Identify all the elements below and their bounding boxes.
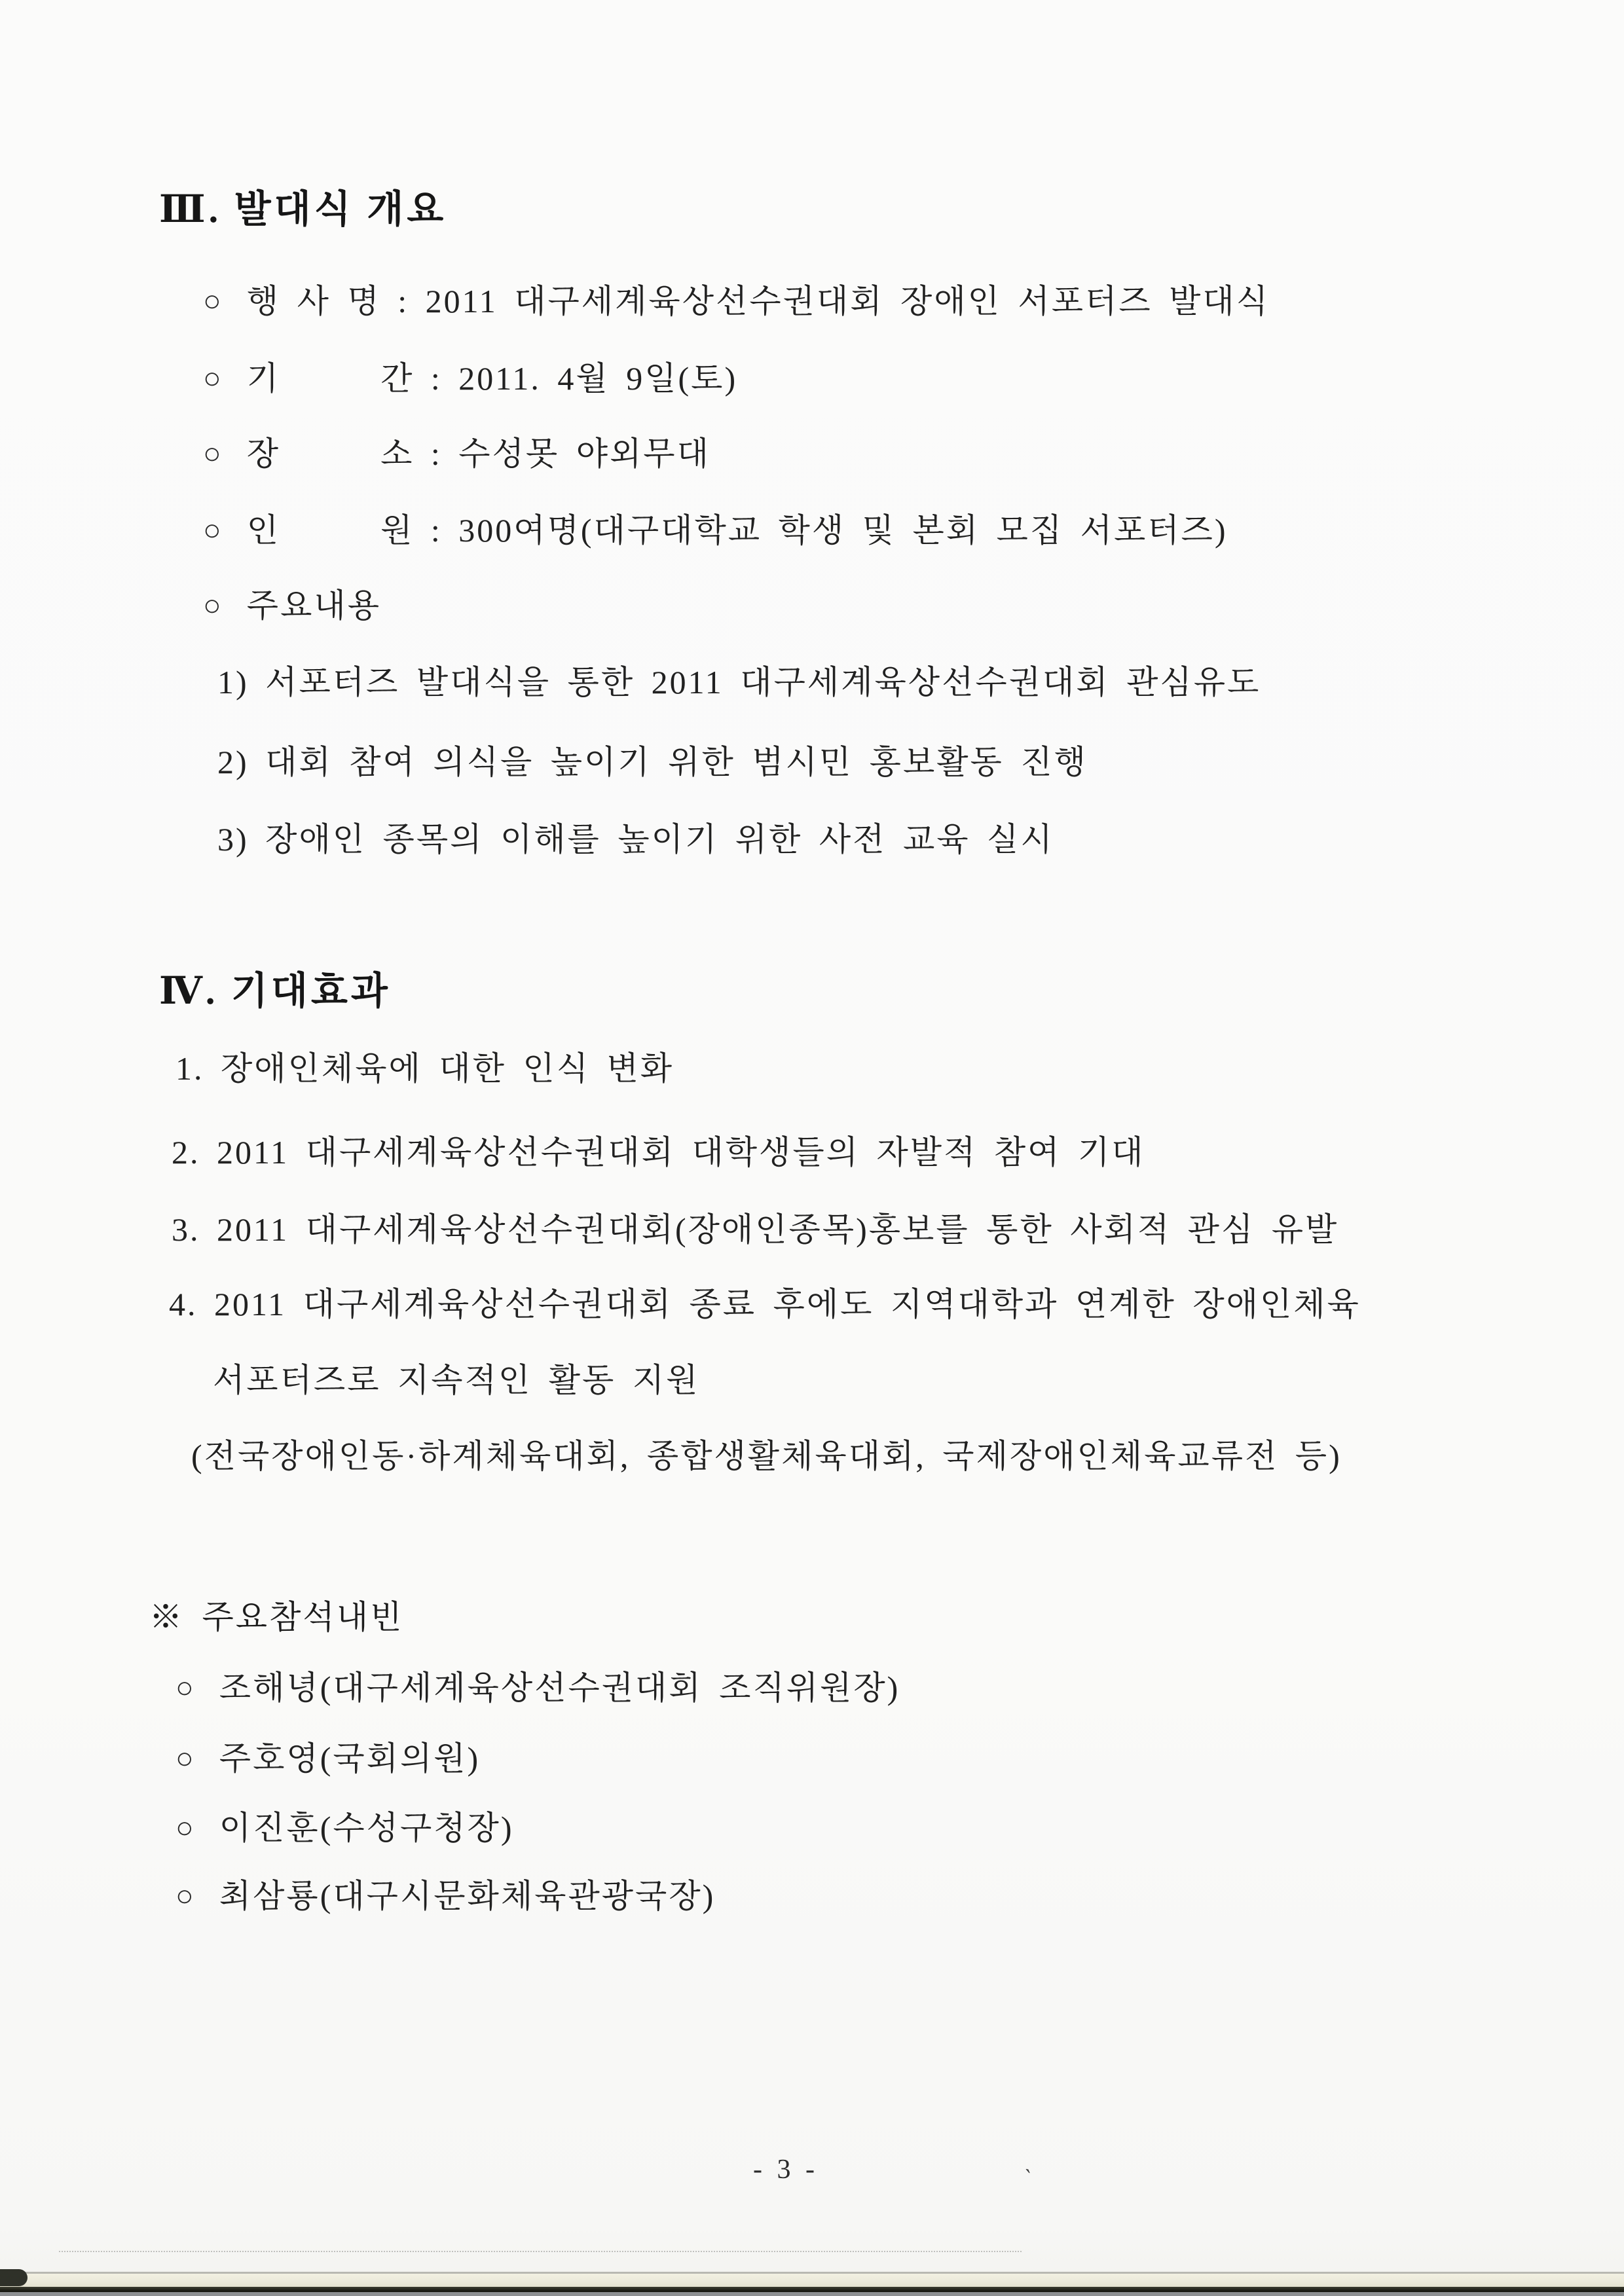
- main-content-item-2: 2) 대회 참여 의식을 높이기 위한 범시민 홍보활동 진행: [217, 744, 1088, 780]
- main-content-item-1: 1) 서포터즈 발대식을 통한 2011 대구세계육상선수권대회 관심유도: [217, 664, 1261, 701]
- circle-bullet-icon: ○: [203, 513, 223, 547]
- vip-item-3-text: 이진훈(수성구청장): [219, 1810, 514, 1846]
- main-contents-row: [203, 586, 381, 625]
- scan-edge-corner: [0, 2269, 28, 2286]
- circle-bullet-icon: ○: [175, 1741, 196, 1775]
- page-crease-line: [59, 2251, 1022, 2252]
- expected-effect-item-2: 2. 2011 대구세계육상선수권대회 대학생들의 자발적 참여 기대: [172, 1134, 1145, 1171]
- circle-bullet-icon: ○: [203, 589, 223, 622]
- vip-item-4: [175, 1876, 715, 1916]
- vip-item-2: [175, 1739, 480, 1778]
- event-period-row: [203, 359, 737, 398]
- event-period-text: 기 간 : 2011. 4월 9일(토): [246, 360, 738, 397]
- circle-bullet-icon: ○: [175, 1811, 196, 1844]
- expected-effect-item-4-note: (전국장애인동·하계체육대회, 종합생활체육대회, 국제장애인체육교류전 등): [191, 1438, 1342, 1474]
- event-name-text: 행 사 명 : 2011 대구세계육상선수권대회 장애인 서포터즈 발대식: [246, 283, 1270, 319]
- vip-item-1: [175, 1668, 900, 1707]
- page-number: - 3 -: [753, 2155, 819, 2185]
- main-content-item-3: 3) 장애인 종목의 이해를 높이기 위한 사전 교육 실시: [217, 821, 1054, 858]
- circle-bullet-icon: ○: [203, 361, 223, 395]
- event-venue-text: 장 소 : 수성못 야외무대: [246, 435, 710, 472]
- vip-item-3: [175, 1808, 514, 1848]
- circle-bullet-icon: ○: [175, 1671, 196, 1704]
- scan-artifact-tick: `: [1020, 2165, 1033, 2191]
- vip-section-heading: ※ 주요참석내빈: [149, 1599, 404, 1635]
- vip-item-2-text: 주호영(국회의원): [219, 1740, 481, 1777]
- expected-effect-item-1: 1. 장애인체육에 대한 인식 변화: [175, 1050, 674, 1087]
- circle-bullet-icon: ○: [203, 284, 223, 318]
- section-4-heading: Ⅳ. 기대효과: [159, 970, 391, 1012]
- circle-bullet-icon: ○: [175, 1879, 196, 1912]
- expected-effect-item-4: 4. 2011 대구세계육상선수권대회 종료 후에도 지역대학과 연계한 장애인체육: [169, 1286, 1361, 1322]
- vip-item-1-text: 조해녕(대구세계육상선수권대회 조직위원장): [219, 1669, 900, 1706]
- event-name-row: [203, 282, 1270, 321]
- vip-item-4-text: 최삼룡(대구시문화체육관광국장): [219, 1878, 716, 1914]
- expected-effect-item-4-continuation: 서포터즈로 지속적인 활동 지원: [213, 1362, 700, 1398]
- main-contents-text: 주요내용: [246, 587, 381, 624]
- scan-edge-gray-strip: [0, 2292, 1624, 2296]
- expected-effect-item-3: 3. 2011 대구세계육상선수권대회(장애인종목)홍보를 통한 사회적 관심 유발: [172, 1211, 1339, 1248]
- event-attendees-row: [203, 511, 1228, 550]
- section-3-heading: Ⅲ. 발대식 개요: [159, 188, 447, 230]
- circle-bullet-icon: ○: [203, 437, 223, 470]
- event-attendees-text: 인 원 : 300여명(대구대학교 학생 및 본회 모집 서포터즈): [246, 512, 1228, 549]
- scan-edge-cream-band: [0, 2274, 1624, 2287]
- event-venue-row: [203, 434, 710, 473]
- scan-edge-dark-band: [0, 2287, 1624, 2292]
